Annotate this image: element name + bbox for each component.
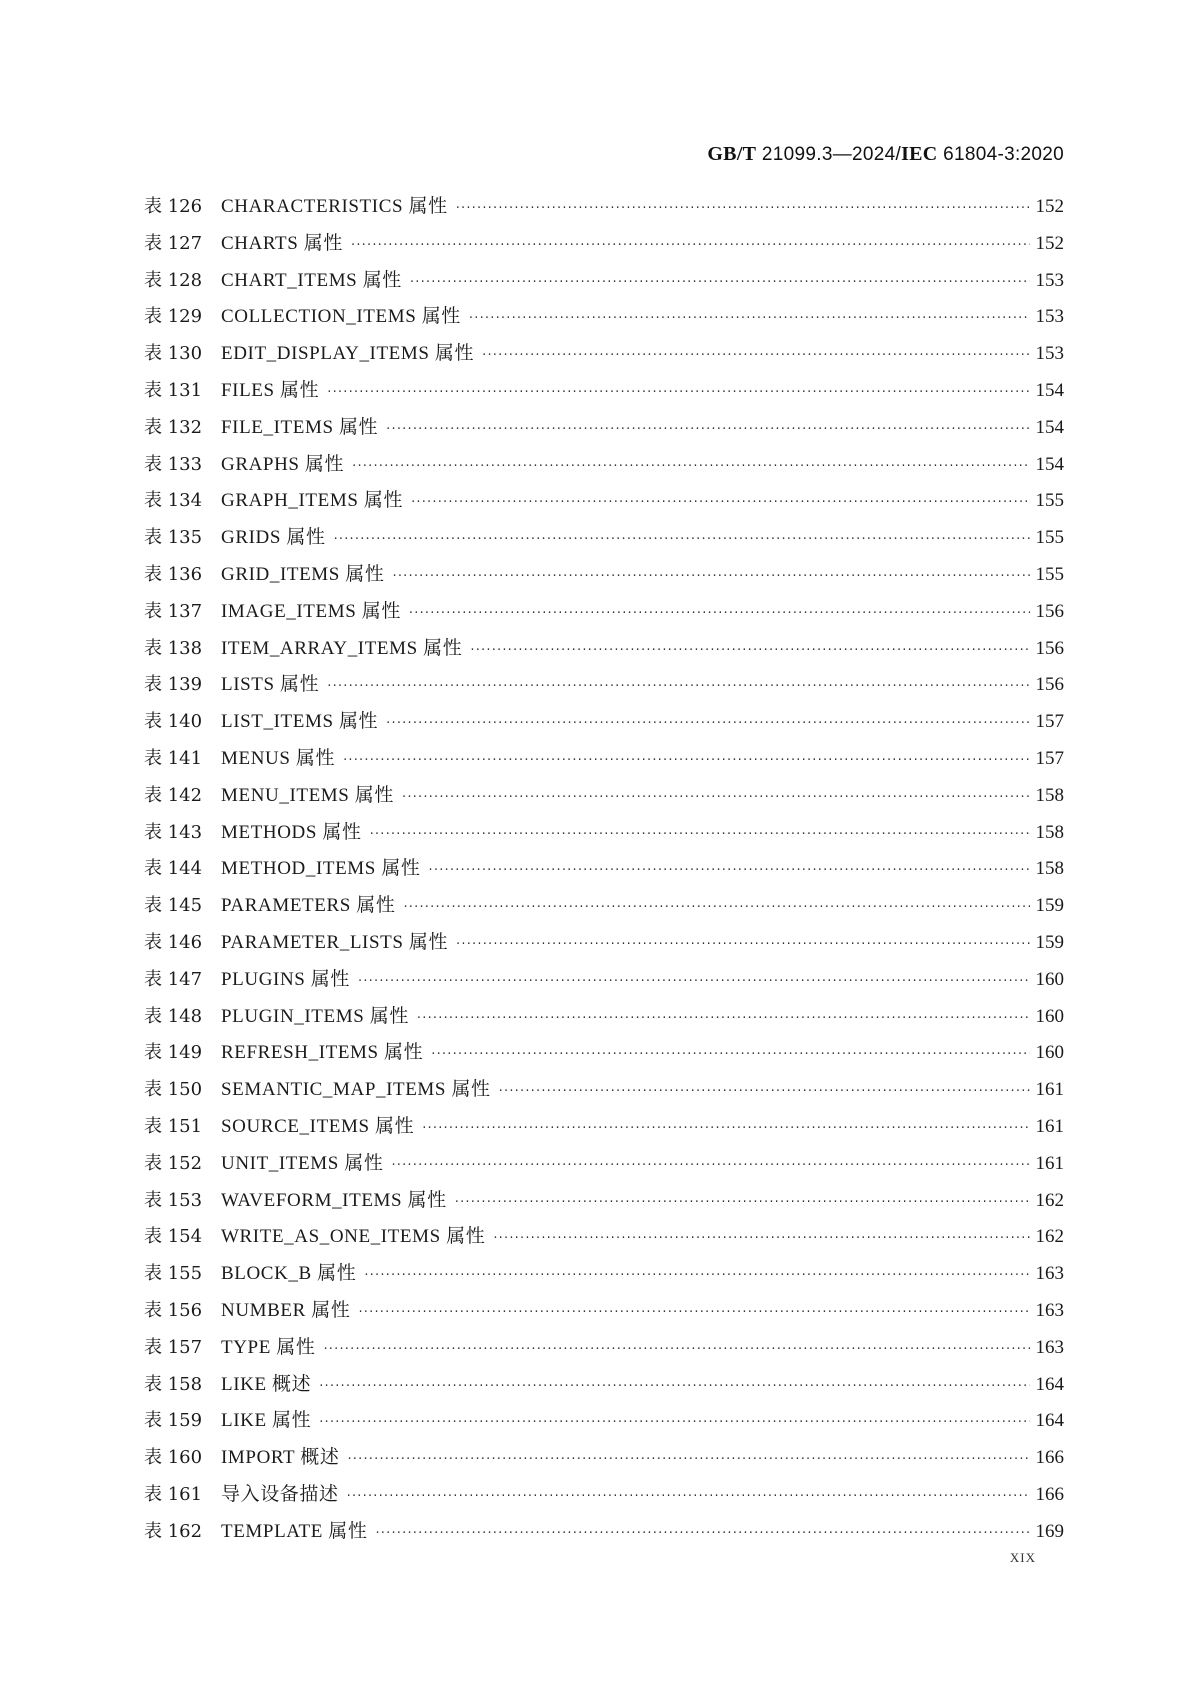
toc-entry[interactable] [144,817,1064,854]
toc-leader-dots [319,1342,1030,1357]
toc-entry[interactable] [144,743,1064,780]
toc-entry[interactable] [144,1405,1064,1442]
toc-entry-label: 表 142 [144,784,203,806]
toc-entry-page: 153 [1035,343,1064,365]
toc-entry-page: 159 [1035,895,1064,917]
toc-entry-page: 161 [1035,1079,1064,1101]
toc-entry-label: 表 147 [144,968,203,990]
toc-entry-title: 导入设备描述 [221,1483,339,1505]
toc-leader-dots [452,937,1030,952]
toc-entry-page: 159 [1035,931,1064,953]
toc-entry-label: 表 156 [144,1299,203,1321]
toc-entry-label: 表 154 [144,1226,203,1248]
toc-entry-label: 表 127 [144,232,203,254]
toc-entry-label: 表 138 [144,637,203,659]
standard-prefix: GB/T [707,143,757,165]
toc-entry[interactable] [144,927,1064,964]
toc-entry-label: 表 141 [144,747,203,769]
toc-entry-page: 154 [1035,379,1064,401]
toc-entry-label: 表 139 [144,674,203,696]
toc-entry-label: 表 126 [144,196,203,217]
toc-entry[interactable] [144,1111,1064,1148]
toc-entry-label: 表 132 [144,416,203,438]
toc-entry-page: 161 [1035,1152,1064,1174]
toc-leader-dots [323,385,1030,400]
toc-entry[interactable] [144,1516,1064,1553]
toc-entry-page: 166 [1035,1483,1064,1505]
toc-leader-dots [347,238,1030,253]
toc-leader-dots [343,1452,1030,1467]
toc-entry-title: PARAMETERS 属性 [221,895,396,917]
toc-entry-page: 155 [1035,563,1064,585]
toc-leader-dots [382,716,1030,731]
toc-leader-dots [478,348,1030,363]
toc-entry-title: LIKE 属性 [221,1410,312,1432]
toc-entry-page: 152 [1035,196,1064,217]
toc-leader-dots [371,1526,1030,1541]
toc-entry-label: 表 134 [144,490,203,512]
toc-entry-title: GRID_ITEMS 属性 [221,563,385,585]
toc-entry-title: WAVEFORM_ITEMS 属性 [221,1189,447,1211]
toc-leader-dots [339,753,1030,768]
toc-entry[interactable] [144,485,1064,522]
toc-entry-title: FILES 属性 [221,379,320,401]
toc-entry-label: 表 135 [144,527,203,549]
toc-entry-label: 表 146 [144,931,203,953]
toc-entry-title: REFRESH_ITEMS 属性 [221,1042,424,1064]
toc-entry[interactable] [144,1369,1064,1406]
toc-entry-page: 156 [1035,600,1064,622]
toc-entry[interactable] [144,1037,1064,1074]
toc-entry-page: 160 [1035,1005,1064,1027]
toc-entry-page: 152 [1035,232,1064,254]
toc-leader-dots [348,459,1030,474]
toc-entry-title: LIKE 概述 [221,1373,312,1395]
toc-entry[interactable] [144,301,1064,338]
toc-entry-title: ITEM_ARRAY_ITEMS 属性 [221,637,463,659]
toc-entry-page: 157 [1035,747,1064,769]
toc-entry[interactable] [144,669,1064,706]
toc-entry-label: 表 161 [144,1483,203,1505]
toc-entry[interactable] [144,596,1064,633]
toc-entry-title: EDIT_DISPLAY_ITEMS 属性 [221,343,475,365]
toc-leader-dots [495,1084,1030,1099]
toc-entry-title: METHODS 属性 [221,821,362,843]
toc-leader-dots [354,974,1030,989]
toc-leader-dots [465,311,1030,326]
toc-entry-page: 163 [1035,1336,1064,1358]
toc-entry-title: IMAGE_ITEMS 属性 [221,600,401,622]
toc-entry-label: 表 158 [144,1373,203,1395]
toc-entry-title: TEMPLATE 属性 [221,1520,368,1542]
toc-leader-dots [406,275,1030,290]
toc-leader-dots [452,201,1030,216]
toc-entry-page: 157 [1035,711,1064,733]
toc-entry-page: 161 [1035,1115,1064,1137]
toc-entry-page: 162 [1035,1189,1064,1211]
toc-leader-dots [315,1379,1030,1394]
toc-entry-label: 表 153 [144,1189,203,1211]
toc-entry[interactable] [144,1221,1064,1258]
toc-leader-dots [330,532,1030,547]
toc-leader-dots [413,1011,1030,1026]
toc-leader-dots [382,422,1030,437]
iec-prefix: IEC [901,143,938,165]
toc-entry[interactable] [144,191,1064,228]
toc-leader-dots [489,1231,1030,1246]
page-number: XIX [1009,1550,1036,1565]
toc-entry[interactable] [144,1148,1064,1185]
toc-entry-title: LIST_ITEMS 属性 [221,711,379,733]
toc-entry[interactable] [144,1185,1064,1222]
toc-entry[interactable] [144,412,1064,449]
toc-entry-page: 163 [1035,1299,1064,1321]
toc-entry[interactable] [144,228,1064,265]
toc-entry-page: 158 [1035,821,1064,843]
toc-entry-title: BLOCK_B 属性 [221,1263,357,1285]
toc-entry-label: 表 152 [144,1152,203,1174]
toc-entry-page: 158 [1035,784,1064,806]
toc-entry-title: UNIT_ITEMS 属性 [221,1152,384,1174]
toc-leader-dots [425,863,1030,878]
toc-leader-dots [343,1489,1030,1504]
table-of-contents [144,191,1064,1552]
toc-entry-page: 156 [1035,674,1064,696]
document-header [707,143,1064,166]
toc-entry-label: 表 136 [144,563,203,585]
toc-entry-title: NUMBER 属性 [221,1299,351,1321]
toc-entry[interactable] [144,1442,1064,1479]
toc-entry-page: 154 [1035,453,1064,475]
toc-leader-dots [360,1268,1030,1283]
toc-entry-title: MENU_ITEMS 属性 [221,784,394,806]
toc-entry-title: WRITE_AS_ONE_ITEMS 属性 [221,1226,486,1248]
toc-entry-page: 163 [1035,1263,1064,1285]
toc-entry-label: 表 140 [144,711,203,733]
toc-entry[interactable] [144,1001,1064,1038]
toc-entry-page: 169 [1035,1520,1064,1542]
toc-entry[interactable] [144,522,1064,559]
toc-entry-page: 164 [1035,1373,1064,1395]
toc-entry-label: 表 143 [144,821,203,843]
iec-number: 61804-3:2020 [943,144,1064,165]
toc-entry-page: 160 [1035,968,1064,990]
toc-entry-title: GRAPHS 属性 [221,453,345,475]
toc-leader-dots [387,1158,1030,1173]
toc-entry-title: PLUGIN_ITEMS 属性 [221,1005,409,1027]
toc-entry-label: 表 129 [144,306,203,328]
toc-entry-label: 表 159 [144,1410,203,1432]
toc-entry-label: 表 130 [144,343,203,365]
toc-entry-page: 153 [1035,306,1064,328]
toc-entry[interactable] [144,780,1064,817]
toc-entry-page: 154 [1035,416,1064,438]
toc-entry[interactable] [144,449,1064,486]
toc-entry-title: TYPE 属性 [221,1336,316,1358]
toc-entry-title: CHART_ITEMS 属性 [221,269,402,291]
toc-entry[interactable] [144,1295,1064,1332]
toc-leader-dots [407,495,1030,510]
toc-entry-page: 166 [1035,1447,1064,1469]
toc-entry[interactable] [144,1074,1064,1111]
toc-entry-title: IMPORT 概述 [221,1447,340,1469]
toc-entry-label: 表 144 [144,858,203,880]
toc-entry[interactable] [144,1332,1064,1369]
toc-leader-dots [405,606,1030,621]
toc-entry-label: 表 162 [144,1520,203,1542]
toc-entry-label: 表 155 [144,1263,203,1285]
toc-entry[interactable] [144,890,1064,927]
toc-entry-label: 表 148 [144,1005,203,1027]
toc-leader-dots [389,569,1031,584]
toc-entry-title: GRIDS 属性 [221,527,326,549]
toc-entry-label: 表 157 [144,1336,203,1358]
toc-entry-label: 表 151 [144,1115,203,1137]
toc-entry[interactable] [144,1479,1064,1516]
toc-entry-title: MENUS 属性 [221,747,336,769]
toc-leader-dots [399,900,1030,915]
toc-entry-page: 155 [1035,490,1064,512]
toc-leader-dots [315,1415,1030,1430]
toc-leader-dots [323,679,1030,694]
toc-entry-title: FILE_ITEMS 属性 [221,416,379,438]
toc-leader-dots [451,1195,1030,1210]
toc-leader-dots [398,790,1030,805]
toc-entry-label: 表 133 [144,453,203,475]
toc-entry-title: SEMANTIC_MAP_ITEMS 属性 [221,1079,491,1101]
toc-entry-title: CHARACTERISTICS 属性 [221,196,448,217]
toc-entry[interactable] [144,964,1064,1001]
toc-leader-dots [354,1305,1030,1320]
toc-entry-label: 表 128 [144,269,203,291]
toc-leader-dots [366,827,1030,842]
toc-entry-page: 158 [1035,858,1064,880]
toc-entry-title: GRAPH_ITEMS 属性 [221,490,404,512]
toc-entry[interactable] [144,265,1064,302]
toc-entry-page: 162 [1035,1226,1064,1248]
toc-leader-dots [427,1047,1030,1062]
toc-entry-title: PARAMETER_LISTS 属性 [221,931,449,953]
toc-entry-label: 表 160 [144,1447,203,1469]
toc-entry-page: 160 [1035,1042,1064,1064]
toc-entry-title: SOURCE_ITEMS 属性 [221,1115,415,1137]
toc-entry-title: LISTS 属性 [221,674,320,696]
toc-entry-page: 155 [1035,527,1064,549]
toc-entry-page: 156 [1035,637,1064,659]
toc-entry[interactable] [144,1258,1064,1295]
toc-entry-title: COLLECTION_ITEMS 属性 [221,306,461,328]
toc-entry-title: PLUGINS 属性 [221,968,350,990]
toc-entry[interactable] [144,633,1064,670]
toc-entry[interactable] [144,375,1064,412]
toc-entry[interactable] [144,706,1064,743]
toc-entry[interactable] [144,559,1064,596]
toc-entry-title: CHARTS 属性 [221,232,343,254]
toc-entry-page: 153 [1035,269,1064,291]
toc-entry-label: 表 150 [144,1079,203,1101]
toc-entry[interactable] [144,853,1064,890]
toc-entry-label: 表 149 [144,1042,203,1064]
standard-number: 21099.3—2024/ [761,144,902,165]
toc-leader-dots [418,1121,1030,1136]
toc-entry-title: METHOD_ITEMS 属性 [221,858,421,880]
toc-entry-page: 164 [1035,1410,1064,1432]
toc-entry-label: 表 137 [144,600,203,622]
toc-entry[interactable] [144,338,1064,375]
toc-entry-label: 表 145 [144,895,203,917]
toc-entry-label: 表 131 [144,379,203,401]
toc-leader-dots [466,643,1030,658]
